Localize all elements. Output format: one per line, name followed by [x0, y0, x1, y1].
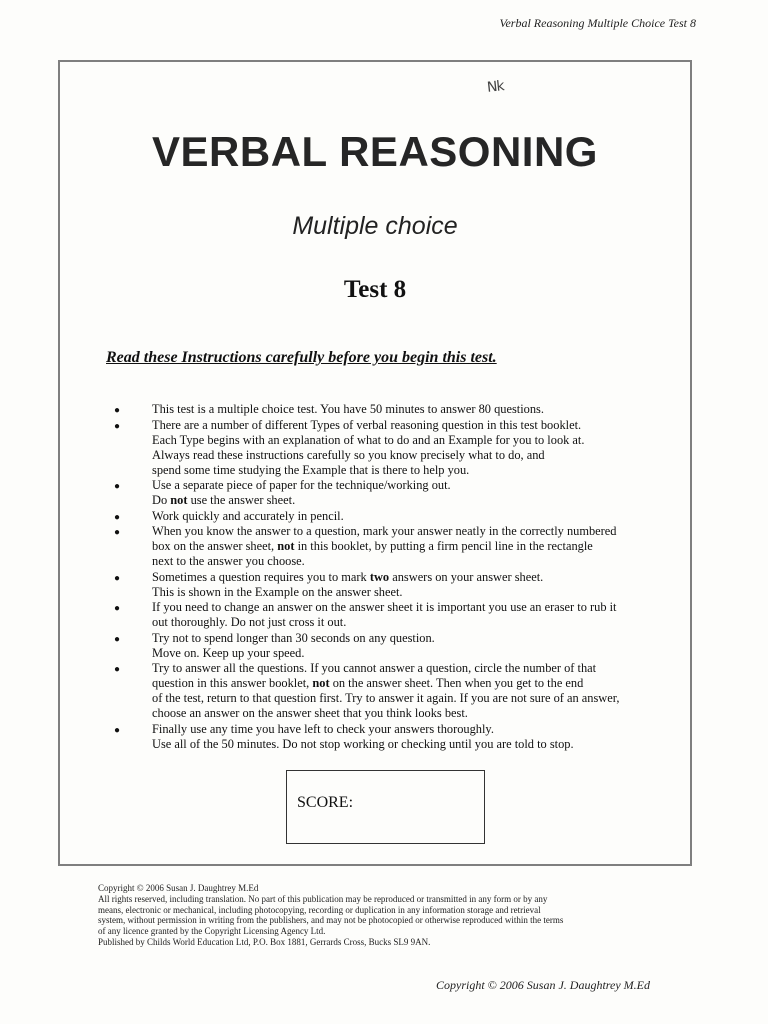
instruction-item	[108, 661, 668, 721]
instruction-line: Use a separate piece of paper for the technique/working out.	[152, 478, 451, 492]
instruction-line: When you know the answer to a question, mark your answer neatly in the correctly numbered	[152, 524, 617, 538]
instruction-line: This is shown in the Example on the answer sheet.	[152, 584, 403, 599]
instruction-line: Work quickly and accurately in pencil.	[152, 508, 344, 523]
bullet-icon: ●	[114, 572, 121, 584]
bullet-icon: ●	[114, 603, 121, 614]
instruction-line: next to the answer you choose.	[152, 554, 305, 568]
instruction-line: This test is a multiple choice test. You have 50 minutes to answer 80 questions.	[152, 402, 544, 416]
bullet-icon: ●	[114, 724, 121, 736]
copyright-line: of any licence granted by the Copyright Licensing Agency Ltd.	[98, 926, 326, 937]
cover-frame	[58, 60, 692, 866]
bullet-icon: ●	[114, 511, 121, 523]
instruction-line: Each Type begins with an explanation of what to do and an Example for you to look at.	[152, 432, 585, 447]
score-label: SCORE:	[297, 794, 354, 811]
instruction-line: out thoroughly. Do not just cross it out.	[152, 615, 347, 629]
instruction-line: If you need to change an answer on the answer sheet it is important you use an eraser to rub it	[152, 600, 617, 614]
instructions-heading: Read these Instructions carefully before you begin this test.	[106, 349, 497, 366]
copyright-line: Copyright © 2006 Susan J. Daughtrey M.Ed	[98, 883, 259, 893]
instructions-list	[108, 402, 668, 752]
instruction-line: Sometimes a question requires you to mark two answers on your answer sheet.	[152, 569, 544, 584]
bullet-icon: ●	[114, 664, 121, 675]
instruction-line: There are a number of different Types of verbal reasoning question in this test booklet.	[152, 417, 582, 432]
score-box	[286, 770, 485, 844]
bullet-icon: ●	[114, 420, 121, 432]
instruction-line: Move on. Keep up your speed.	[152, 645, 305, 660]
instruction-line: choose an answer on the answer sheet that you think looks best.	[152, 706, 468, 720]
instruction-line: Try to answer all the questions. If you cannot answer a question, circle the number of that	[152, 661, 597, 675]
bullet-icon: ●	[114, 527, 121, 538]
instruction-item	[108, 600, 668, 630]
instruction-item	[108, 478, 668, 508]
test-number: Test 8	[343, 276, 407, 303]
bullet-icon: ●	[114, 405, 121, 416]
instruction-line: of the test, return to that question first. Try to answer it again. If you are not sure of an answer,	[152, 691, 620, 705]
bullet-icon: ●	[114, 481, 121, 492]
handwritten-initials: Nk	[486, 78, 505, 96]
instruction-line: Always read these instructions carefully so you know precisely what to do, and	[152, 447, 545, 462]
instruction-line: Use all of the 50 minutes. Do not stop working or checking until you are told to stop.	[152, 736, 574, 751]
page-title: VERBAL REASONING	[152, 128, 598, 175]
running-header: Verbal Reasoning Multiple Choice Test 8	[499, 16, 696, 30]
instruction-line: box on the answer sheet, not in this booklet, by putting a firm pencil line in the rectangle	[152, 539, 593, 553]
copyright-line: means, electronic or mechanical, including photocopying, recording or duplication in any information storage and retrieval	[98, 904, 541, 915]
page-subtitle: Multiple choice	[292, 212, 458, 240]
instruction-item	[108, 570, 668, 600]
instruction-item	[108, 524, 668, 569]
instruction-line: Do not use the answer sheet.	[152, 493, 296, 507]
instruction-line: Try not to spend longer than 30 seconds on any question.	[152, 630, 435, 645]
copyright-line: Published by Childs World Education Ltd, P.O. Box 1881, Gerrards Cross, Bucks SL9 9AN.	[98, 936, 431, 947]
copyright-line: All rights reserved, including translation. No part of this publication may be reproduced or transmitted in any form or by any	[98, 893, 548, 904]
copyright-line: system, without permission in writing from the publishers, and may not be photocopied or otherwise reproduced within the terms	[98, 915, 564, 926]
instruction-item	[108, 722, 668, 752]
instruction-line: spend some time studying the Example that is there to help you.	[152, 462, 470, 477]
copyright-notice	[98, 883, 658, 948]
instruction-item	[108, 631, 668, 661]
instruction-item	[108, 418, 668, 478]
instruction-line: question in this answer booklet, not on the answer sheet. Then when you get to the end	[152, 676, 584, 690]
instruction-line: Finally use any time you have left to check your answers thoroughly.	[152, 721, 494, 736]
instruction-item	[108, 509, 668, 524]
footer-copyright: Copyright © 2006 Susan J. Daughtrey M.Ed	[436, 978, 650, 992]
bullet-icon: ●	[114, 633, 121, 645]
instruction-item	[108, 402, 668, 417]
